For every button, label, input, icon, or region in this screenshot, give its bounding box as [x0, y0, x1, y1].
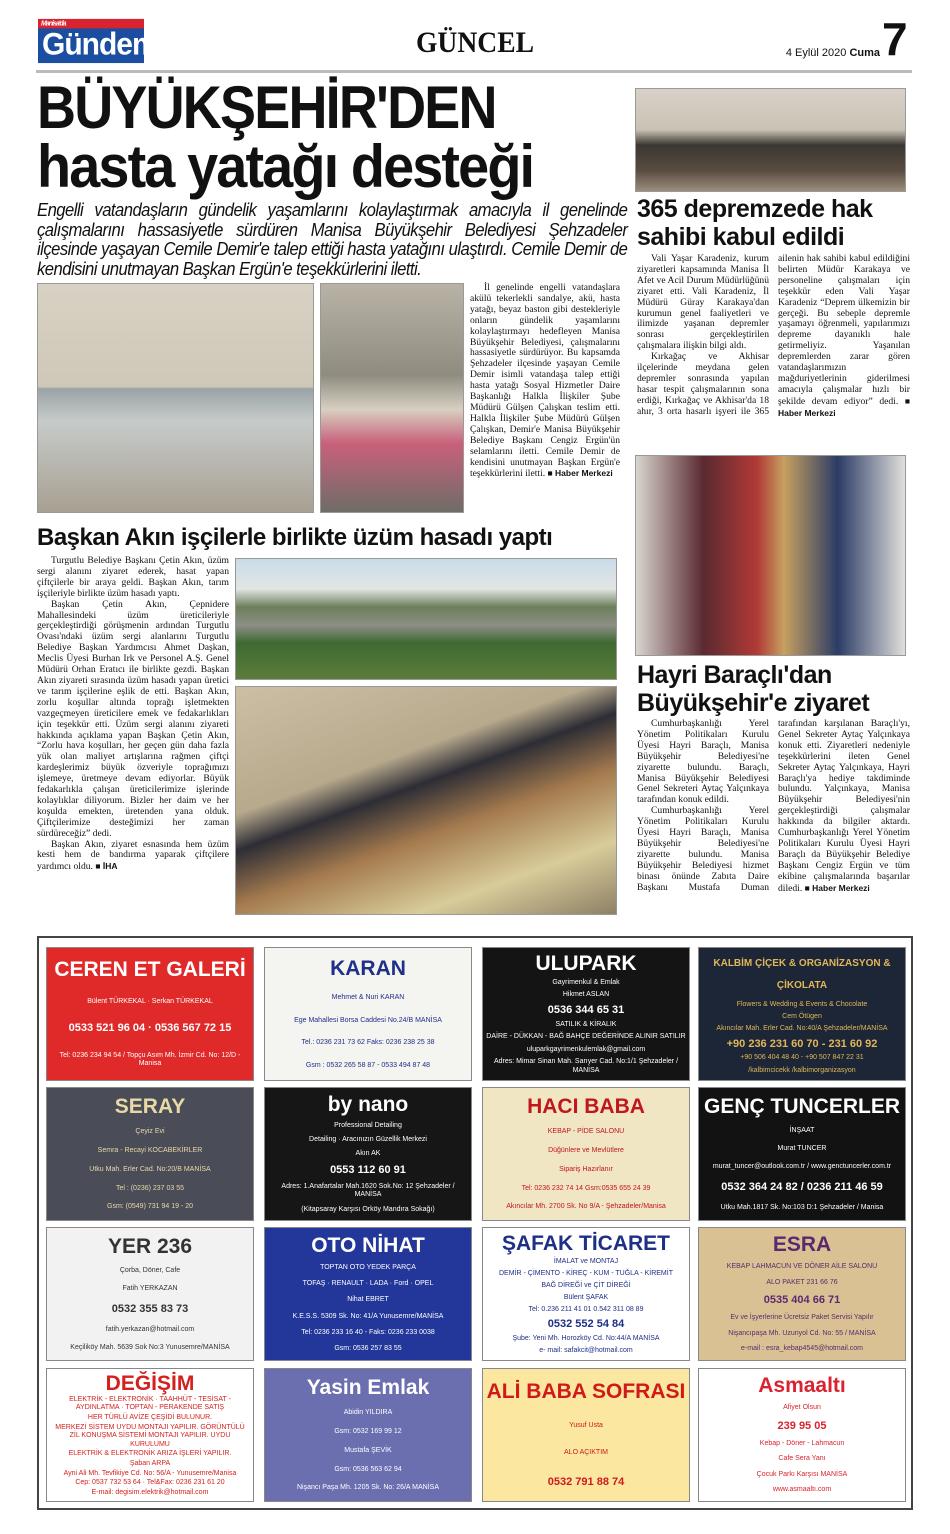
ad-text: Ege Mahallesi Borsa Caddesi No.24/B MANİSA	[294, 1016, 442, 1024]
ad-text: Tel: 0236 232 74 14 Gsm:0535 655 24 39	[521, 1184, 651, 1192]
ad-text: 0532 364 24 82 / 0236 211 46 59	[721, 1181, 883, 1194]
ad-text: /kalbimcicekk /kalbimorganizasyon	[748, 1066, 856, 1074]
ad-text: 0532 355 83 73	[111, 1303, 189, 1316]
ad-text: Abidin YILDIRA	[343, 1409, 393, 1417]
ad-text: Gsm: 0532 169 99 12	[334, 1428, 402, 1436]
ad-text: TOFAŞ · RENAULT · LADA · Ford · OPEL	[302, 1280, 434, 1288]
article2-body: Turgutlu Belediye Başkanı Çetin Akın, üzüm sergi alanını ziyaret ederek, hasat yapan çiftçilerle bir araya geldi. Başkan Akın, tarım işçileriyle birlikte üzüm hasadı yaptı. Başkan Çetin Akın, Çepnidere Mahallesindeki üzüm üreticileriyle gerçekleştirdiği görüşmenin ardından Turgutlu Ovası'ndaki üzüm sergi alanlarını Turgutlu Belediye Başkan Yardımcısı Ahmet Daşkan, Meclis Üyesi Burhan Irk ve Personel A.Ş. Genel Müdürü Orhan Eratıcı ile birlikte gezdi. Başkan Akın ziyareti sırasında üzüm hasadı yapan üretici ve tarım işçilerine eşlik de etti. Başkan Akın, zorlu koşullar altında toprağı işletmekten vazgeçmeyen üreticilere emek ve fedakarlıkları için teşekkür etti. Üzüm sergi alanını ziyareti hakkında açıklama yapan Başkan Çetin Akın, “Zorlu hava koşulları, her geçen gün daha fazla yük olan maliyet artışlarına rağmen çiftçi kardeşlerimiz büyük özveriyle toprağımızı işlemeye, üretmeye devam ediyorlar. Büyük fedakarlıkla çalışan üreticilerimize işlerinde kolaylıklar diliyorum. Bizler her daim ve her koşulda emekten, üretenden yana olduk. Çiftçilerimize desteğimizi her zaman sürdüreceğiz” dedi. Başkan Akın, ziyaret esnasında hem üzüm kesti hem de bandırma yaparak çiftçilere yardımcı oldu. ■ İHA	[37, 555, 229, 873]
ad-genc-tuncerler	[698, 1087, 906, 1221]
ad-text: ELEKTRİK - ELEKTRONİK · TAAHHÜT - TESİSAT - AYDINLATMA · TOPTAN - PERAKENDE SATIŞ	[69, 1395, 231, 1412]
ad-text: 0532 791 88 74	[547, 1475, 625, 1488]
ad-text: Gsm: 0536 563 62 94	[334, 1465, 402, 1473]
advertisement-section	[37, 936, 913, 1510]
ad-text: ALO PAKET 231 66 76	[766, 1278, 838, 1286]
ad-text: Tel : (0236) 237 03 55	[115, 1184, 185, 1192]
ad-kalbim-cicek	[698, 947, 906, 1081]
ad-text: İNŞAAT	[789, 1127, 815, 1135]
ad-text: Çorba, Döner, Cafe	[119, 1267, 181, 1275]
ad-text: Cafe Sera Yanı	[778, 1455, 826, 1463]
ad-safak-ticaret	[482, 1227, 690, 1361]
ad-text: Yusuf Usta	[569, 1421, 603, 1429]
ad-text: +90 506 404 48 40 - +90 507 847 22 31	[740, 1054, 864, 1062]
ad-title: ŞAFAK TİCARET	[502, 1231, 670, 1255]
article1-body: İl genelinde engelli vatandaşlara akülü tekerlekli sandalye, akü, hasta yatağı, beyaz baston gibi destekleriyle onların gündelik yaşamlarını kolaylaştırmayı hedefleyen Manisa Büyükşehir Belediyesi, çalışmalarını hassasiyetle sürdürüyor. Bu kapsamda Şehzadeler ilçesinde yaşayan Cemile Demir isimli vatandaşa talep ettiği hasta yatağı Sosyal Hizmetler Daire Başkanlığı Halkla İlişkiler Şube Müdürü Gülşen Çalışkan teslim etti. Halkla İlişkiler Şube Müdürü Gülşen Çalışkan, Demir'e Manisa Büyükşehir Belediye Başkanı Cengiz Ergün'ün selamlarını iletti. Cemile Demir de kendisini unutmayan Başkan Ergün'e teşekkürlerini iletti. ■ Haber Merkezi	[470, 282, 620, 480]
ad-text: Afiyet Olsun	[783, 1404, 821, 1412]
photo-grape-harvest	[235, 686, 617, 915]
ad-oto-nihat	[264, 1227, 472, 1361]
ad-text: KEBAP - PİDE SALONU	[547, 1128, 625, 1136]
ad-text: 0553 112 60 91	[330, 1164, 406, 1177]
photo-hospital-bed	[37, 283, 314, 513]
ad-text: Fatih YERKAZAN	[122, 1285, 178, 1293]
ad-text: Utku Mah.1817 Sk. No:103 D:1 Şehzadeler / Manisa	[720, 1203, 884, 1211]
ad-text: Düğünlere ve Mevlütlere	[548, 1147, 624, 1155]
ad-text: Mehmet & Nuri KARAN	[331, 994, 405, 1001]
ad-text: ELEKTRİK & ELEKTRONİK ARIZA İŞLERİ YAPILIR.	[68, 1450, 232, 1458]
header-divider	[36, 70, 912, 73]
ad-degisim-elektrik	[46, 1368, 254, 1502]
article4-body: Cumhurbaşkanlığı Yerel Yönetim Politikaları Kurulu Üyesi Hayri Baraçlı, Manisa Büyükşehir Belediyesi'ne ziyarette bulundu. Baraçlı, Manisa Büyükşehir Belediyesi Genel Sekreteri Aytaç Yalçınkaya tarafından konuk edildi. Cumhurbaşkanlığı Yerel Yönetim Politikaları Kurulu Üyesi Hayri Baraçlı, Manisa Büyükşehir Belediyesi'ne ziyarette bulundu. Manisa Büyükşehir Belediyesi hizmet binası önünde Zabıta Daire Başkanı Mustafa Duman tarafından karşılanan Baraçlı'yı, Genel Sekreter Aytaç Yalçınkaya konuk etti. Ziyaretleri nedeniyle teşekkürlerini ileten Genel Sekreter Aytaç Yalçınkaya, Hayri Baraçlı'ya hediye takdiminde bulundu. Yalçınkaya, Manisa Büyükşehir Belediyesi'nin gerçekleştirdiği çalışmalar hakkında da bilgiler aktardı. Cumhurbaşkanlığı Yerel Yönetim Politikaları Kurulu Üyesi Hayri Baraçlı da Büyükşehir Belediye Başkanı Cengiz Ergün ve tüm ekibine çalışmalarında başarılar diledi. ■ Haber Merkezi	[637, 718, 910, 894]
ad-title: ALİ BABA SOFRASI	[486, 1380, 686, 1404]
ad-text: Flowers & Wedding & Events & Chocolate	[736, 1000, 868, 1008]
ad-title: ESRA	[772, 1233, 832, 1257]
ad-text: Keçiliköy Mah. 5639 Sok No:3 Yunusemre/MANİSA	[70, 1343, 230, 1351]
ad-title: by nano	[327, 1092, 409, 1116]
ad-title: DEĞİŞİM	[105, 1371, 195, 1395]
ad-text: Cep: 0537 732 53 64 · Tel&Fax: 0236 231 61 20	[75, 1479, 225, 1487]
ad-text: Utku Mah. Erler Cad. No:20/B MANİSA	[89, 1165, 211, 1173]
ad-text: Cem Ötügen	[782, 1012, 822, 1020]
ad-text: Ev ve İşyerlerine Ücretsiz Paket Servisi Yapılır	[730, 1314, 874, 1322]
ad-text: HER TÜRLÜ AVİZE ÇEŞİDİ BULUNUR.	[87, 1413, 213, 1421]
ad-text: Semra - Recayi KOCABEKİRLER	[97, 1147, 203, 1155]
ad-text: Çeyiz Evi	[135, 1128, 165, 1136]
ad-text: Akıncılar Mh. 2700 Sk. No 9/A - Şehzadeler/Manisa	[506, 1203, 666, 1211]
ad-text: 0535 404 66 71	[763, 1294, 841, 1307]
ad-text: Ayni Ali Mh. Tevfikiye Cd. No: 56/A - Yunusemre/Manisa	[63, 1469, 237, 1477]
ad-text: murat_tuncer@outlook.com.tr / www.genctuncerler.com.tr	[712, 1163, 892, 1171]
byline: İHA	[102, 861, 118, 872]
ad-text: Tel: 0.236 211 41 01 0.542 311 08 89	[528, 1306, 644, 1314]
ad-text: e-mail : esra_kebap4545@hotmail.com	[741, 1344, 863, 1352]
ad-text: E-mail: degisim.elektrik@hotmail.com	[91, 1488, 209, 1496]
ad-text: DEMİR - ÇİMENTO - KİREÇ - KUM - TUĞLA - KİREMİT	[499, 1270, 673, 1278]
ad-text: KEBAP LAHMACUN VE DÖNER AİLE SALONU	[726, 1263, 878, 1271]
photo-patient	[320, 283, 464, 513]
newspaper-logo: Manisa'da Gündem	[38, 19, 144, 63]
ad-text: Gsm : 0532 265 58 87 - 0533 494 87 48	[305, 1061, 431, 1069]
ad-text: Adres: Mimar Sinan Mah. Sarıyer Cad. No:1/1 Şehzadeler / MANİSA	[493, 1058, 679, 1074]
ad-text: Şaban ARPA	[129, 1459, 171, 1467]
article3-headline: 365 depremzede hak sahibi kabul edildi	[637, 195, 873, 251]
ad-text: Nişancı Paşa Mh. 1205 Sk. No: 26/A MANİSA	[296, 1484, 439, 1492]
ad-text: Gsm: 0536 257 83 55	[334, 1344, 402, 1352]
ad-text: Tel.: 0236 231 73 62 Faks: 0236 238 25 38	[301, 1039, 435, 1046]
ad-text: Akın AK	[355, 1149, 381, 1157]
ad-text: Nişancıpaşa Mh. Uzunyol Cd. No: 55 / MANİSA	[728, 1329, 876, 1337]
headline-line-2: hasta yatağı desteği	[37, 133, 534, 200]
headline-line-1: BÜYÜKŞEHİR'DEN	[37, 74, 496, 141]
ad-text: fatih.yerkazan@hotmail.com	[105, 1325, 195, 1333]
ad-karan	[264, 947, 472, 1081]
ad-title: HACI BABA	[527, 1095, 645, 1119]
ad-seray-ceyiz	[46, 1087, 254, 1221]
ad-text: (Kitapsaray Karşısı Orköy Mandıra Sokağı)	[301, 1205, 435, 1213]
ad-text: Akıncılar Mah. Erler Cad. No:40/A Şehzadeler/MANİSA	[716, 1025, 888, 1033]
ad-asmaalti	[698, 1368, 906, 1502]
ad-title: KALBİM ÇİÇEK & ORGANİZASYON & ÇİKOLATA	[713, 957, 891, 991]
ad-text: www.asmaaltı.com	[772, 1485, 832, 1493]
ad-title: Asmaaltı	[758, 1374, 846, 1398]
article3-body: Vali Yaşar Karadeniz, kurum ziyaretleri kapsamında Manisa İl Afet ve Acil Durum Müdürlüğünü ziyaret etti. Vali Karadeniz, İl Müdürü Güray Karakaya'dan kurumun genel faaliyetleri ve ilimizde yaşanan depremler sonrası gerçekleştirilen çalışmalara ilişkin bilgi aldı. Kırkağaç ve Akhisar ilçelerinde meydana gelen depremler sonrasında yapılan hasar tespit çalışmalarının sona erdiği, Kırkağaç ve Akhisar'da 18 ahır, 3 orta hasarlı işyeri ile 365 ailenin hak sahibi kabul edildiğini belirten Müdür Karakaya ve personeline çalışmaları için teşekkür eden Vali Yaşar Karadeniz “Deprem ülkemizin bir gerçeği. Bu sebeple depremle yaşamayı öğrenmeli, yapılarımızı depreme dayanıklı hale getirmeliyiz. Yaşanılan depremlerden zarar gören vatandaşlarımızın mağduriyetlerinin giderilmesi amacıyla çalışmalar hızlı bir şekilde devam ediyor” dedi. ■ Haber Merkezi	[637, 253, 910, 418]
ad-text: 239 95 05	[777, 1419, 827, 1432]
ad-text: Gsm: (0549) 731 94 19 - 20	[107, 1203, 193, 1211]
ad-text: SATILIK & KİRALIK	[555, 1020, 617, 1028]
ad-text: Şube: Yeni Mh. Horozköy Cd. No:44/A MANİSA	[512, 1334, 660, 1342]
ad-text: Bülent TÜRKEKAL · Serkan TÜRKEKAL	[87, 997, 213, 1005]
photo-grape-harvest-group	[235, 558, 617, 680]
ad-text: uluparkgayrimenkulemlak@gmail.com	[526, 1045, 646, 1053]
ad-text: Murat TUNCER	[777, 1145, 827, 1153]
article4-headline: Hayri Baraçlı'dan Büyükşehir'e ziyaret	[637, 661, 870, 717]
ad-text: 0533 521 96 04 · 0536 567 72 15	[68, 1022, 232, 1035]
ad-title: SERAY	[114, 1095, 186, 1119]
ad-text: Mustafa ŞEVİK	[344, 1446, 392, 1454]
ad-title: OTO NİHAT	[311, 1233, 425, 1257]
ad-text: Kebap - Döner - Lahmacun	[759, 1439, 845, 1447]
issue-date: 4 Eylül 2020 Cuma	[785, 47, 880, 59]
ad-text: Nihat EBRET	[347, 1296, 389, 1304]
byline: Haber Merkezi	[555, 468, 613, 479]
ad-text: Sipariş Hazırlanır	[559, 1165, 613, 1173]
ad-text: 0532 552 54 84	[547, 1318, 625, 1331]
ad-text: +90 236 231 60 70 - 231 60 92	[726, 1037, 878, 1050]
section-title: GÜNCEL	[415, 26, 535, 59]
article-lead: Engelli vatandaşların gündelik yaşamlarını kolaylaştırmak amacıyla il genelinde çalışmalarını hassasiyetle sürdüren Manisa Büyükşehir Belediyesi Şehzadeler ilçesinde yaşayan Cemile Demir'e talep ettiği hasta yatağını ulaştırdı. Cemile Demir de kendisini unutmayan Başkan Ergün'e teşekkürlerini iletti.	[37, 199, 628, 279]
photo-plaque-presentation	[635, 455, 906, 656]
byline: Haber Merkezi	[812, 882, 870, 893]
ad-text: Professional Detailing	[334, 1121, 402, 1129]
ad-title: YER 236	[107, 1234, 193, 1258]
ad-text: Tel: 0236 233 16 40 - Faks: 0236 233 0038	[301, 1328, 435, 1336]
ad-text: Detailing · Aracınızın Güzellik Merkezi	[309, 1135, 427, 1143]
ad-esra-kebap	[698, 1227, 906, 1361]
ad-ceren-et-galeri	[46, 947, 254, 1081]
ad-text: Bülent ŞAFAK	[563, 1294, 609, 1302]
ad-title: KARAN	[330, 957, 406, 980]
ad-ulupark	[482, 947, 690, 1081]
ad-title: ULUPARK	[535, 951, 637, 975]
ad-text: 0536 344 65 31	[547, 1003, 625, 1016]
ad-text: Tel: 0236 234 94 54 / Topçu Asım Mh. İzmir Cd. No: 12/D - Manisa	[59, 1051, 241, 1068]
ad-text: TOPTAN OTO YEDEK PARÇA	[320, 1264, 416, 1272]
ad-text: Hikmet ASLAN	[562, 991, 610, 999]
page-number: 7	[882, 13, 908, 65]
ad-title: Yasin Emlak	[306, 1376, 430, 1400]
byline: Haber Merkezi	[778, 407, 836, 418]
ad-yer-236	[46, 1227, 254, 1361]
article2-headline: Başkan Akın işçilerle birlikte üzüm hasadı yaptı	[37, 524, 553, 551]
ad-title: CEREN ET GALERİ	[54, 958, 246, 982]
ad-by-nano-detailing	[264, 1087, 472, 1221]
ad-yasin-emlak	[264, 1368, 472, 1502]
ad-ali-baba-sofrasi	[482, 1368, 690, 1502]
ad-text: İMALAT ve MONTAJ	[553, 1258, 619, 1266]
photo-governor-visit	[635, 88, 906, 192]
ad-haci-baba	[482, 1087, 690, 1221]
ad-text: e- mail: safakcit@hotmail.com	[539, 1346, 633, 1354]
ad-text: DAİRE - DÜKKAN - BAĞ BAHÇE DEĞERİNDE ALINIR SATILIR	[486, 1033, 686, 1041]
ad-text: BAĞ DİREĞİ ve ÇİT DİREĞİ	[541, 1282, 631, 1290]
ad-text: K.E.S.S. 5309 Sk. No: 41/A Yunusemre/MANİSA	[292, 1312, 444, 1320]
ad-text: Adres: 1.Anafartalar Mah.1620 Sok.No: 12 Şehzadeler / MANİSA	[281, 1182, 455, 1199]
ad-text: MERKEZİ SİSTEM UYDU MONTAJI YAPILIR. GÖRÜNTÜLÜ ZİL KONUŞMA SİSTEMİ MONTAJI YAPILIR. UYDU KURULUMU	[55, 1423, 245, 1448]
ad-title: GENÇ TUNCERLER	[703, 1094, 900, 1118]
ad-text: Çocuk Parkı Karşısı MANİSA	[756, 1470, 848, 1478]
ad-text: ALO AÇIKTIM	[564, 1448, 608, 1456]
ad-text: Gayrimenkul & Emlak	[552, 978, 620, 986]
